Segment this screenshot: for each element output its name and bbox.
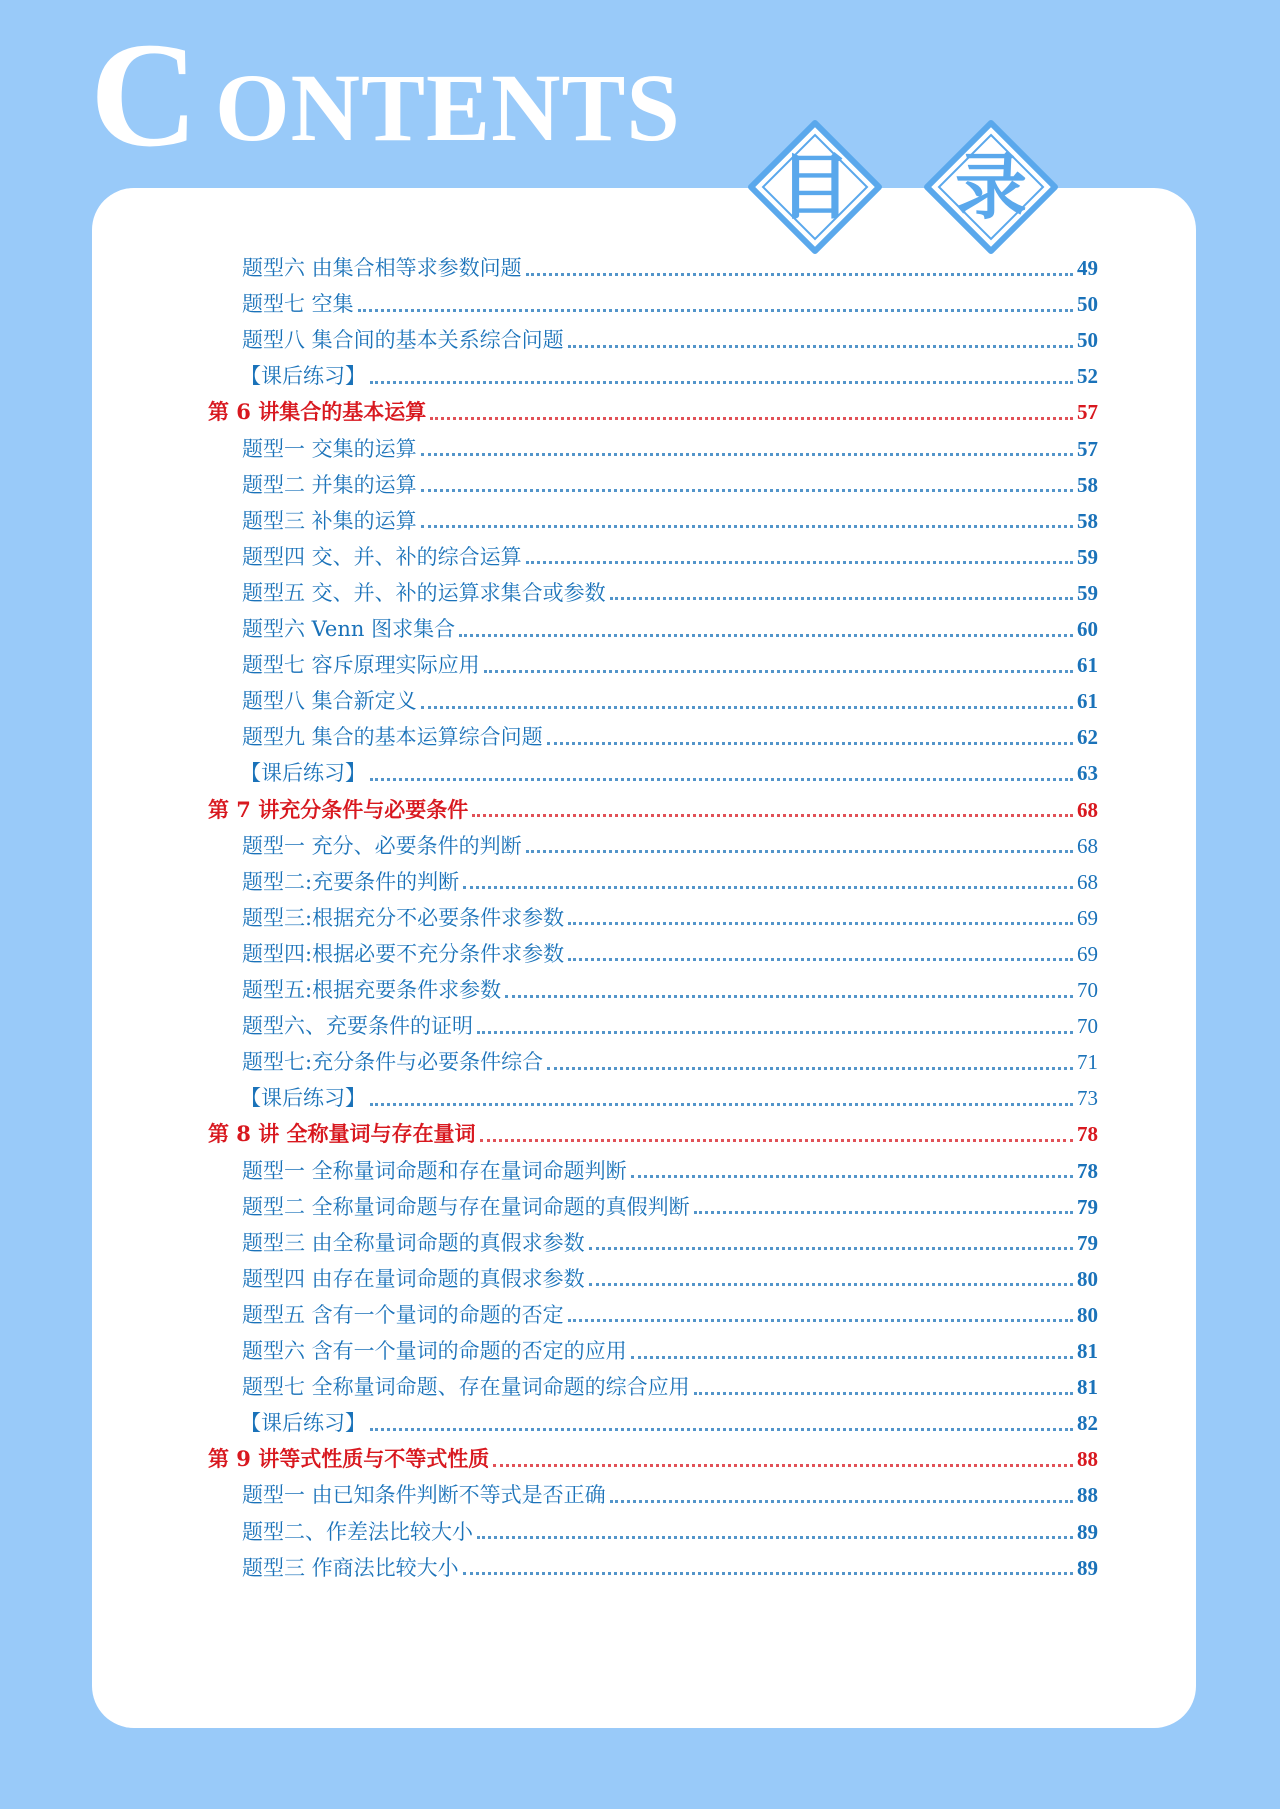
toc-entry[interactable] (242, 647, 1098, 683)
toc-entry-page: 57 (1077, 400, 1098, 425)
toc-entry-label: 题型三 补集的运算 (242, 508, 417, 533)
toc-entry-label: 第 8 讲 全称量词与存在量词 (208, 1121, 476, 1147)
toc-entry-page: 69 (1077, 905, 1098, 930)
toc-entry-page: 60 (1077, 617, 1098, 641)
dot-leader (370, 1428, 1073, 1431)
toc-chapter-entry[interactable] (208, 394, 1098, 430)
toc-entry-page: 80 (1077, 1302, 1098, 1327)
toc-entry[interactable] (242, 936, 1098, 972)
dot-leader (421, 525, 1073, 528)
toc-entry[interactable] (242, 1477, 1098, 1513)
toc-entry-page: 88 (1077, 1483, 1098, 1508)
dot-leader (568, 1319, 1073, 1322)
toc-entry-label: 【课后练习】 (240, 1411, 366, 1436)
toc-entry-label: 题型五 交、并、补的运算求集合或参数 (242, 580, 606, 605)
toc-entry[interactable] (242, 1008, 1098, 1044)
dot-leader (421, 453, 1073, 456)
toc-practice-entry[interactable] (240, 358, 1098, 394)
toc-entry-page: 89 (1077, 1555, 1098, 1580)
toc-entry-page: 63 (1077, 761, 1098, 786)
dot-leader (610, 597, 1073, 600)
dot-leader (547, 742, 1073, 745)
dot-leader (421, 706, 1073, 709)
toc-entry[interactable] (242, 539, 1098, 575)
toc-entry-label: 题型四 交、并、补的综合运算 (242, 544, 522, 569)
toc-entry-label: 题型三 作商法比较大小 (242, 1555, 459, 1580)
toc-entry[interactable] (242, 1550, 1098, 1586)
toc-entry[interactable] (242, 1333, 1098, 1369)
toc-entry-label: 题型四 由存在量词命题的真假求参数 (242, 1266, 585, 1291)
toc-entry-label: 题型六、充要条件的证明 (242, 1014, 473, 1039)
toc-entry-page: 70 (1077, 978, 1098, 1002)
toc-entry[interactable] (242, 1297, 1098, 1333)
dot-leader (480, 1139, 1073, 1142)
toc-entry-page: 81 (1077, 1339, 1098, 1363)
dot-leader (589, 1283, 1073, 1286)
dot-leader (459, 634, 1073, 637)
toc-entry-page: 70 (1077, 1014, 1098, 1039)
toc-entry[interactable] (242, 1153, 1098, 1189)
toc-entry-label: 题型一 交集的运算 (242, 436, 417, 461)
toc-entry-label: 题型二、作差法比较大小 (242, 1519, 473, 1544)
dot-leader (568, 345, 1073, 348)
toc-entry-label: 题型九 集合的基本运算综合问题 (242, 725, 543, 750)
toc-entry-page: 79 (1077, 1230, 1098, 1255)
toc-entry-page: 81 (1077, 1375, 1098, 1400)
toc-entry-label: 题型八 集合新定义 (242, 689, 417, 714)
toc-entry-label: 题型六 由集合相等求参数问题 (242, 256, 522, 280)
toc-entry[interactable] (242, 972, 1098, 1008)
toc-entry[interactable] (242, 250, 1098, 286)
toc-entry-page: 78 (1077, 1158, 1098, 1183)
contents-title-rest: ONTENTS (215, 54, 681, 161)
badge-mu-text: 目 (778, 145, 851, 229)
dot-leader (421, 489, 1073, 492)
toc-entry[interactable] (242, 1369, 1098, 1405)
toc-entry-label: 题型七 全称量词命题、存在量词命题的综合应用 (242, 1375, 690, 1400)
toc-entry-page: 59 (1077, 580, 1098, 605)
dot-leader (631, 1356, 1073, 1359)
toc-entry-page: 88 (1077, 1447, 1098, 1472)
dot-leader (430, 417, 1073, 420)
dot-leader (694, 1392, 1073, 1395)
toc-entry-page: 89 (1077, 1519, 1098, 1544)
toc-entry-page: 71 (1077, 1050, 1098, 1075)
toc-entry-label: 题型五:根据充要条件求参数 (242, 978, 502, 1002)
toc-entry-page: 59 (1077, 544, 1098, 569)
toc-entry[interactable] (242, 1189, 1098, 1225)
toc-entry-label: 题型四:根据必要不充分条件求参数 (242, 941, 565, 966)
dot-leader (463, 886, 1073, 889)
dot-leader (484, 670, 1073, 673)
badge-lu (924, 120, 1058, 254)
dot-leader (370, 778, 1073, 781)
toc-entry[interactable] (242, 1514, 1098, 1550)
dot-leader (358, 309, 1073, 312)
toc-entry[interactable] (242, 575, 1098, 611)
contents-title-initial: C (90, 12, 199, 178)
toc-practice-entry[interactable] (240, 1405, 1098, 1441)
toc-entry[interactable] (242, 864, 1098, 900)
dot-leader (463, 1572, 1073, 1575)
toc-chapter-entry[interactable] (208, 1441, 1098, 1477)
toc-entry[interactable] (242, 1225, 1098, 1261)
dot-leader (477, 1536, 1073, 1539)
toc-entry-label: 第 9 讲等式性质与不等式性质 (208, 1446, 490, 1472)
dot-leader (547, 1067, 1073, 1070)
toc-entry-label: 题型七 容斥原理实际应用 (242, 653, 480, 678)
dot-leader (589, 1247, 1073, 1250)
toc-practice-entry[interactable] (240, 755, 1098, 791)
toc-entry[interactable] (242, 322, 1098, 358)
toc-entry-page: 61 (1077, 653, 1098, 678)
toc-entry-page: 82 (1077, 1411, 1098, 1436)
dot-leader (694, 1211, 1073, 1214)
dot-leader (493, 1464, 1073, 1467)
toc-entry-label: 题型六 Venn 图求集合 (242, 617, 456, 641)
toc-entry-label: 题型七 空集 (242, 292, 354, 317)
toc-entry-label: 【课后练习】 (240, 364, 366, 389)
toc-entry-page: 50 (1077, 328, 1098, 353)
toc-entry[interactable] (242, 683, 1098, 719)
toc-entry-page: 80 (1077, 1266, 1098, 1291)
toc-entry-page: 61 (1077, 689, 1098, 714)
toc-entry-page: 79 (1077, 1194, 1098, 1219)
toc-entry-label: 题型一 由已知条件判断不等式是否正确 (242, 1483, 606, 1508)
toc-entry-page: 68 (1077, 797, 1098, 822)
toc-entry-label: 题型七:充分条件与必要条件综合 (242, 1050, 544, 1075)
toc-entry-page: 57 (1077, 436, 1098, 461)
toc-entry[interactable] (242, 1044, 1098, 1080)
dot-leader (526, 850, 1073, 853)
toc-entry-page: 68 (1077, 869, 1098, 894)
toc-entry-page: 69 (1077, 941, 1098, 966)
toc-entry-label: 题型二:充要条件的判断 (242, 869, 460, 894)
toc-entry-label: 题型六 含有一个量词的命题的否定的应用 (242, 1339, 627, 1363)
toc-chapter-entry[interactable] (208, 1116, 1098, 1152)
toc-entry-page: 50 (1077, 292, 1098, 317)
dot-leader (631, 1175, 1073, 1178)
toc-entry-label: 第 6 讲集合的基本运算 (208, 399, 427, 425)
toc-entry-label: 第 7 讲充分条件与必要条件 (208, 796, 469, 822)
toc-entry[interactable] (242, 719, 1098, 755)
dot-leader (370, 381, 1073, 384)
toc-entry[interactable] (242, 286, 1098, 322)
dot-leader (370, 1103, 1073, 1106)
toc-practice-entry[interactable] (240, 1080, 1098, 1116)
toc-entry[interactable] (242, 900, 1098, 936)
toc-entry-label: 题型一 充分、必要条件的判断 (242, 833, 522, 858)
toc-entry[interactable] (242, 1261, 1098, 1297)
dot-leader (568, 958, 1073, 961)
toc-chapter-entry[interactable] (208, 792, 1098, 828)
toc-entry[interactable] (242, 431, 1098, 467)
toc-entry-page: 58 (1077, 472, 1098, 497)
toc-entry-label: 题型二 全称量词命题与存在量词命题的真假判断 (242, 1194, 690, 1219)
dot-leader (568, 922, 1073, 925)
toc-entry-label: 题型二 并集的运算 (242, 472, 417, 497)
toc-entry-page: 52 (1077, 364, 1098, 389)
toc-entry[interactable] (242, 828, 1098, 864)
toc-entry-page: 49 (1077, 256, 1098, 280)
dot-leader (610, 1500, 1073, 1503)
toc-entry-page: 78 (1077, 1122, 1098, 1147)
dot-leader (526, 561, 1073, 564)
toc-entry-page: 62 (1077, 725, 1098, 750)
dot-leader (472, 814, 1073, 817)
toc-entry-label: 【课后练习】 (240, 1086, 366, 1111)
badge-lu-text: 录 (954, 145, 1027, 229)
dot-leader (505, 995, 1073, 998)
toc-entry-page: 68 (1077, 833, 1098, 858)
toc-entry-page: 73 (1077, 1086, 1098, 1111)
toc-entry[interactable] (242, 467, 1098, 503)
toc-entry-label: 题型八 集合间的基本关系综合问题 (242, 328, 564, 353)
dot-leader (477, 1031, 1073, 1034)
badge-mu (748, 120, 882, 254)
toc-entry-page: 58 (1077, 508, 1098, 533)
toc-entry-label: 题型一 全称量词命题和存在量词命题判断 (242, 1158, 627, 1183)
toc-entry-label: 【课后练习】 (240, 761, 366, 786)
toc-entry-label: 题型三:根据充分不必要条件求参数 (242, 905, 565, 930)
toc-entry-label: 题型五 含有一个量词的命题的否定 (242, 1302, 564, 1327)
toc-entry[interactable] (242, 503, 1098, 539)
dot-leader (526, 273, 1073, 276)
toc-entry[interactable] (242, 611, 1098, 647)
toc-entry-label: 题型三 由全称量词命题的真假求参数 (242, 1230, 585, 1255)
